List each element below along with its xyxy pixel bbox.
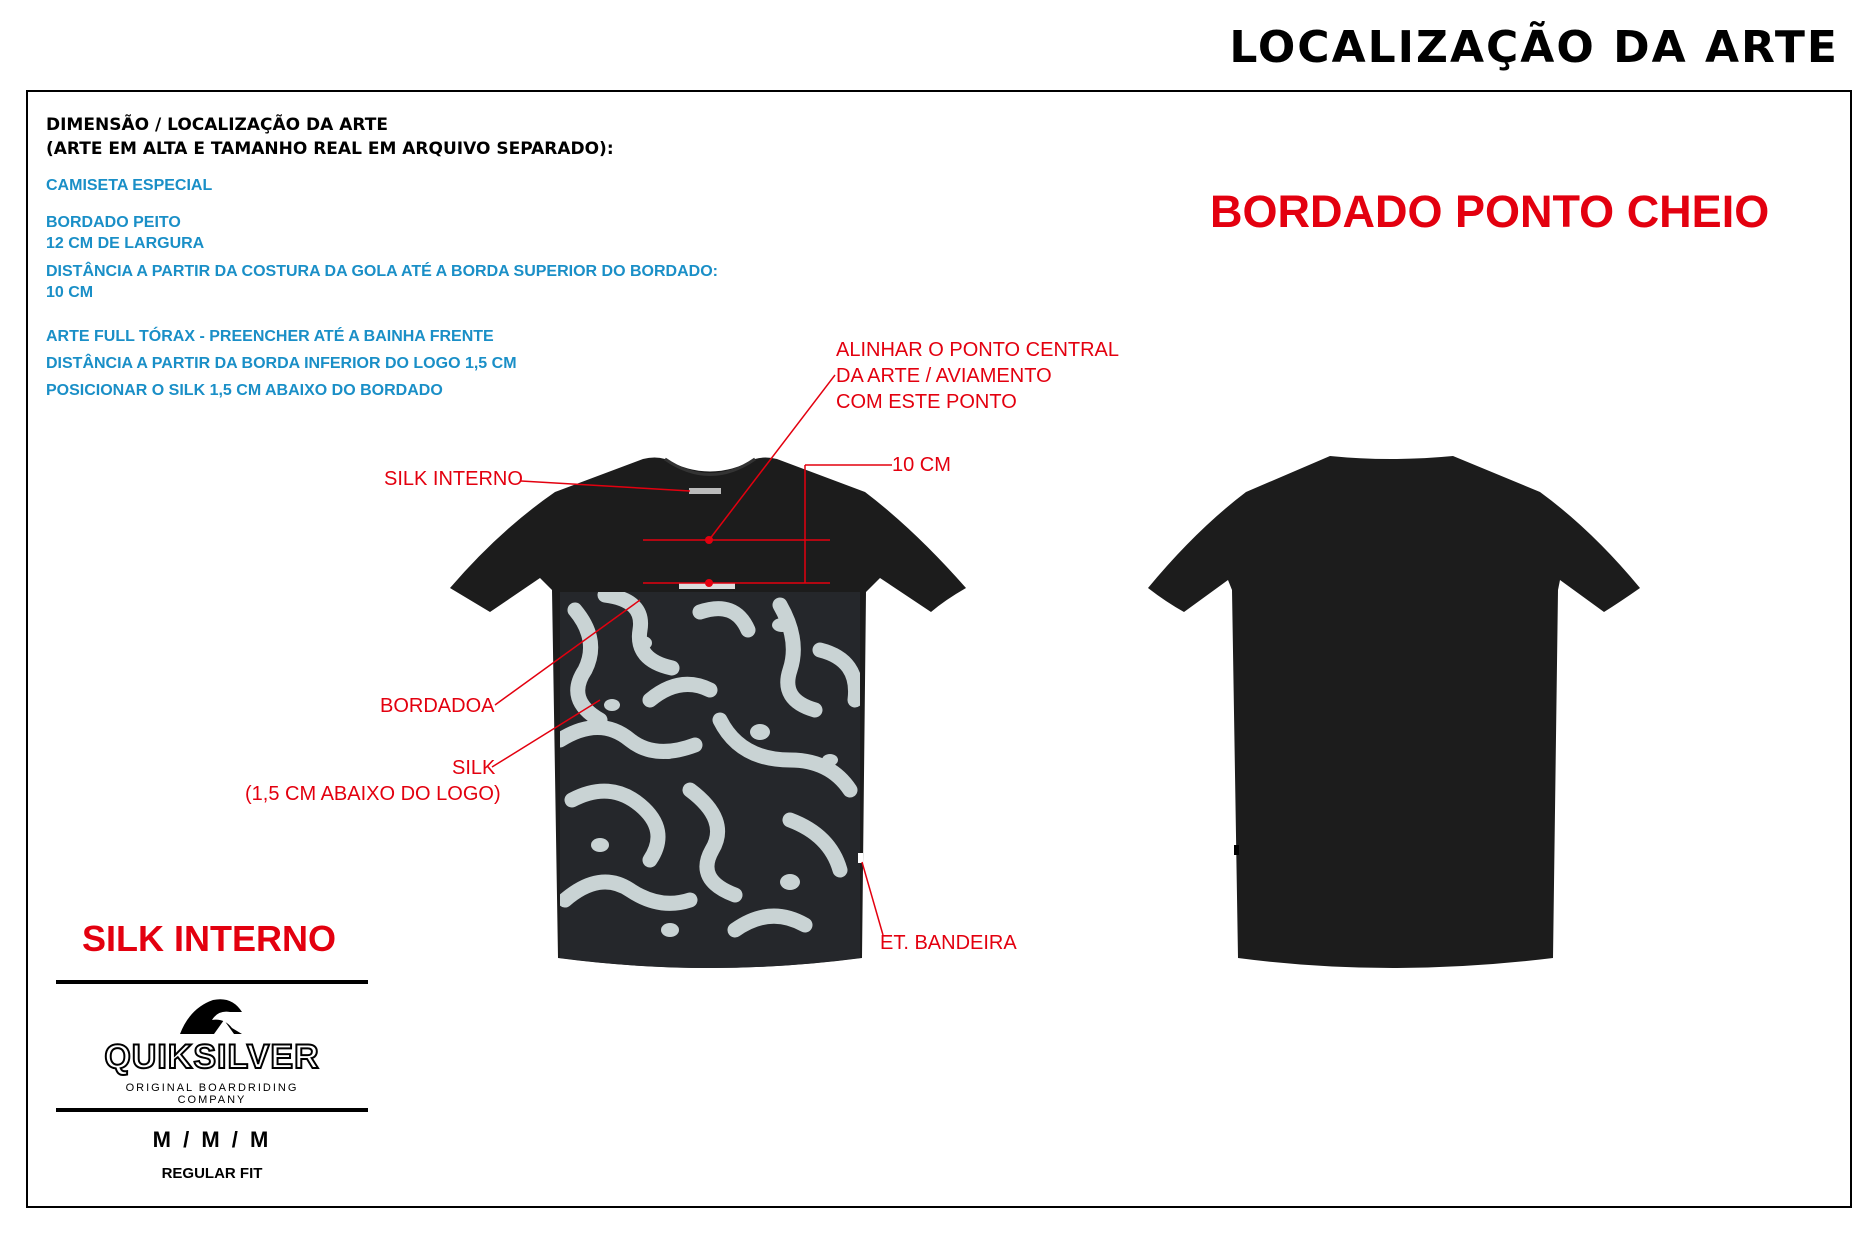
allover-print — [555, 592, 865, 972]
brand-wordmark: QUIKSILVER — [104, 1038, 320, 1076]
quiksilver-mark-icon — [180, 999, 242, 1034]
silk-note-label: (1,5 CM ABAIXO DO LOGO) — [245, 783, 501, 805]
spec-heading-line-2: (ARTE EM ALTA E TAMANHO REAL EM ARQUIVO SEPARADO): — [46, 139, 614, 159]
ten-cm-label: 10 CM — [892, 454, 951, 476]
silk-interno-label: SILK INTERNO — [384, 468, 523, 490]
spec-line: DISTÂNCIA A PARTIR DA BORDA INFERIOR DO LOGO 1,5 CM — [46, 355, 517, 372]
spec-line: DISTÂNCIA A PARTIR DA COSTURA DA GOLA ATÉ A BORDA SUPERIOR DO BORDADO: — [46, 263, 718, 280]
silk-label: SILK — [452, 757, 496, 779]
spec-line: CAMISETA ESPECIAL — [46, 177, 213, 194]
brand-tagline: ORIGINAL BOARDRIDING COMPANY — [125, 1082, 299, 1106]
align-note-line-3: COM ESTE PONTO — [836, 391, 1017, 413]
front-tshirt — [450, 458, 966, 973]
spec-heading-line-1: DIMENSÃO / LOCALIZAÇÃO DA ARTE — [46, 115, 388, 135]
spec-line: POSICIONAR O SILK 1,5 CM ABAIXO DO BORDADO — [46, 382, 443, 399]
back-tshirt — [1148, 456, 1640, 968]
spec-line: 10 CM — [46, 284, 94, 301]
align-note-line-1: ALINHAR O PONTO CENTRAL — [836, 339, 1120, 361]
size-label: M / M / M — [152, 1127, 272, 1152]
technique-title: BORDADO PONTO CHEIO — [1210, 186, 1770, 237]
bordado-label: BORDADOA — [380, 695, 495, 717]
align-note-line-2: DA ARTE / AVIAMENTO — [836, 365, 1052, 387]
page-title: LOCALIZAÇÃO DA ARTE — [1229, 22, 1839, 73]
spec-line: 12 CM DE LARGURA — [46, 235, 205, 252]
flag-label: ET. BANDEIRA — [880, 932, 1017, 954]
fit-label: REGULAR FIT — [161, 1165, 263, 1182]
spec-line: BORDADO PEITO — [46, 214, 181, 231]
silk-interno-title: SILK INTERNO — [82, 918, 337, 959]
spec-line: ARTE FULL TÓRAX - PREENCHER ATÉ A BAINHA FRENTE — [46, 328, 494, 345]
